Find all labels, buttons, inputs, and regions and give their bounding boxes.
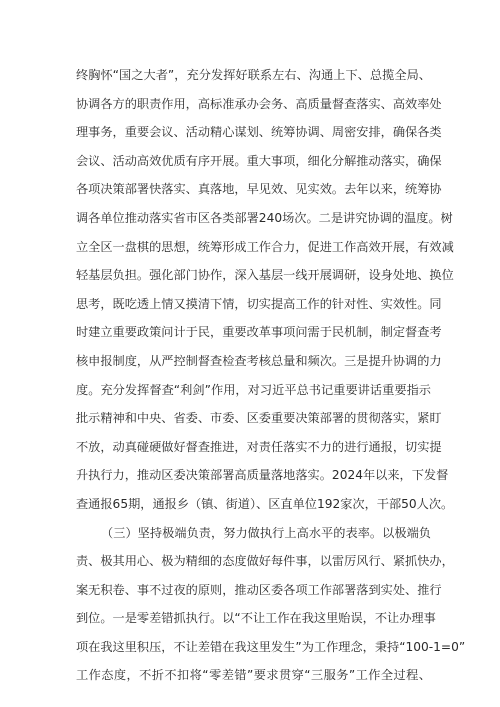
text-line: 责、极其用心、极为精细的态度做好每件事，以雷厉风行、紧抓快办，	[76, 554, 454, 569]
text-line: 到位。一是零差错抓执行。以“不让工作在我这里贻误，不让办理事	[76, 611, 436, 626]
paragraph-last-line: 查通报65期，通报乡（镇、街道）、区直单位192家次，干部50人次。	[76, 496, 454, 511]
body-text	[76, 61, 466, 690]
text-line: 升执行力，推动区委决策部署高质量落地落实。2024年以来，下发督	[76, 468, 449, 483]
text-line: 批示精神和中央、省委、市委、区委重要决策部署的贯彻落实，紧盯	[76, 411, 442, 426]
text-line: 会议、活动高效优质有序开展。重大事项，细化分解推动落实，确保	[76, 153, 442, 168]
text-line: 时建立重要政策问计于民，重要改革事项问需于民机制，制定督查考	[76, 325, 442, 340]
text-line: 项在我这里积压，不让差错在我这里发生”为工作理念，秉持“100-1=0”	[76, 639, 466, 654]
text-line: 调各单位推动落实省市区各类部署240场次。二是讲究协调的温度。树	[76, 210, 453, 225]
text-line: 轻基层负担。强化部门协作，深入基层一线开展调研，设身处地、换位	[76, 268, 454, 283]
text-line: 立全区一盘棋的思想，统筹形成工作合力，促进工作高效开展，有效减	[76, 239, 454, 254]
text-line: 理事务，重要会议、活动精心谋划、统筹协调、周密安排，确保各类	[76, 125, 442, 140]
text-line: 各项决策部署快落实、真落地，早见效、见实效。去年以来，统筹协	[76, 182, 442, 197]
text-line: 案无积卷、事不过夜的原则，推动区委各项工作部署落到实处、推行	[76, 582, 442, 597]
text-line: 不放，动真碰硬做好督查推进，对责任落实不力的进行通报，切实提	[76, 439, 442, 454]
section-heading-line: （三）坚持极端负责，努力做执行上高水平的表率。以极端负	[101, 525, 431, 540]
text-line: 协调各方的职责作用，高标准承办会务、高质量督查落实、高效率处	[76, 96, 442, 111]
text-line: 终胸怀“国之大者”，充分发挥好联系左右、沟通上下、总揽全局、	[76, 68, 431, 82]
text-line: 思考，既吃透上情又摸清下情，切实提高工作的针对性、实效性。同	[76, 296, 442, 311]
text-line: 度。充分发挥督查“利剑”作用，对习近平总书记重要讲话重要指示	[76, 382, 431, 397]
text-line: 工作态度，不折不扣将“零差错”要求贯穿“三服务”工作全过程、	[76, 668, 431, 683]
text-line: 核申报制度，从严控制督查检查考核总量和频次。三是提升协调的力	[76, 353, 442, 368]
